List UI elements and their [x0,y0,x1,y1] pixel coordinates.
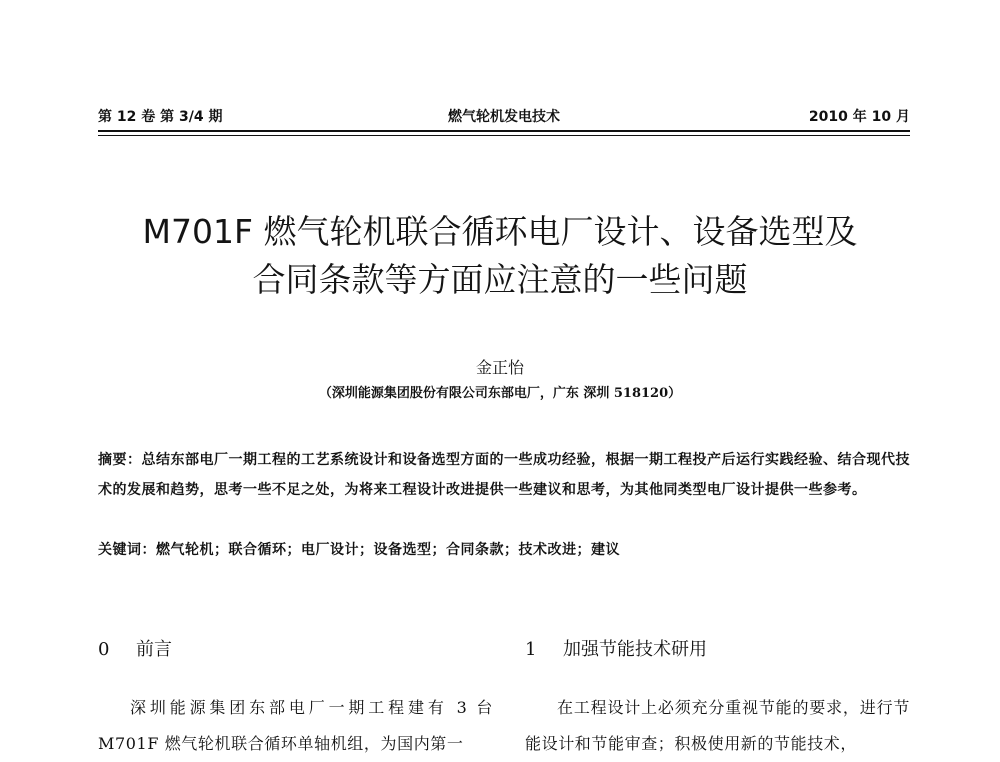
abstract [98,445,910,505]
header-rule-thick [98,130,910,132]
running-header [98,106,910,128]
paper-title [80,208,920,304]
title-line-2: 合同条款等方面应注意的一些问题 [252,260,748,299]
abstract-text: 总结东部电厂一期工程的工艺系统设计和设备选型方面的一些成功经验，根据一期工程投产后运行实践经验、结合现代技术的发展和趋势，思考一些不足之处，为将来工程设计改进提供一些建议和思考，为其他同类型电厂设计提供一些参考。 [98,452,910,498]
volume-issue: 第 12 卷 第 3/4 期 [98,109,223,125]
journal-name: 燃气轮机发电技术 [448,109,560,125]
keywords-text: 燃气轮机；联合循环；电厂设计；设备选型；合同条款；技术改进；建议 [156,542,620,558]
abstract-label: 摘要： [98,452,142,468]
column-right [525,630,910,762]
section-title: 加强节能技术研用 [563,639,707,660]
section-paragraph: 深圳能源集团东部电厂一期工程建有 3 台 M701F 燃气轮机联合循环单轴机组，为国内第一 [98,698,493,753]
keywords [98,535,910,565]
section-number: 0 [98,639,110,660]
column-left [98,630,493,762]
section-paragraph: 在工程设计上必须充分重视节能的要求，进行节能设计和节能审查；积极使用新的节能技术， [525,698,910,753]
section-number: 1 [525,639,537,660]
issue-date: 2010 年 10 月 [808,109,910,125]
section-heading-intro [98,630,493,670]
author-name: 金正怡 [475,358,524,377]
section-title: 前言 [136,639,172,660]
title-line-1: M701F 燃气轮机联合循环电厂设计、设备选型及 [142,212,858,251]
section-heading-energy-saving [525,630,910,670]
author-affiliation: （深圳能源集团股份有限公司东部电厂，广东 深圳 518120） [318,386,682,401]
header-rule-thin [98,135,910,136]
keywords-label: 关键词： [98,542,156,558]
